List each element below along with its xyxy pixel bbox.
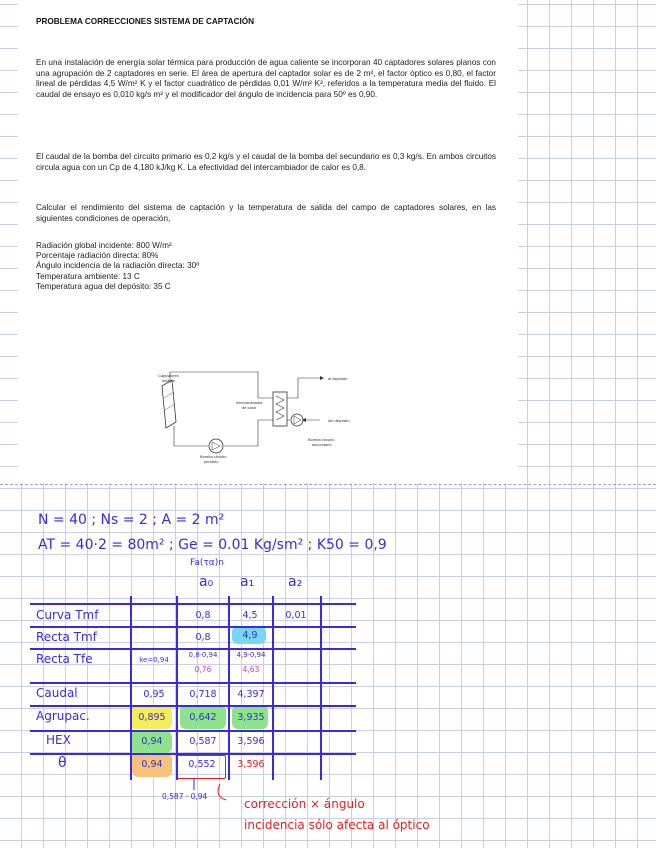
row-label-hex: HEX	[46, 733, 71, 747]
cell-theta-a1: 3,596	[237, 759, 265, 770]
paragraph-1: En una instalación de energía solar térmica para producción de agua caliente se incorporan 40 captadores solares planos con una agrupación de 2 captadores en serie. El área de apertura del captador solar es de 2 m², el factor óptico es 0,80, el factor lineal de pérdidas 4,5 W/m² K y el factor cuadrático de pérdidas 0,01 W/m² K², referidos a la temperatura media del fluido. El caudal de ensayo es 0,010 kg/s m² y el modificador del ángulo de incidencia para 50º es 0,90.	[36, 58, 496, 99]
label-de-calor: de calor	[242, 405, 257, 410]
collector-icon	[162, 380, 176, 428]
cell-hex-a0: 0,587	[189, 736, 217, 747]
label-al-deposito: al depósito	[328, 376, 348, 381]
cell-curva-a1: 4,5	[242, 610, 258, 621]
condition-radiation: Radiación global incidente: 800 W/m²	[36, 241, 172, 250]
calc-annotation: 0,587 · 0,94	[162, 792, 208, 801]
col-header-a1: a₁	[240, 574, 255, 590]
cell-recta-tfe-a1-calc: 4,9·0,94	[236, 651, 266, 659]
row-label-caudal: Caudal	[36, 686, 78, 700]
condition-tank: Temperatura agua del depósito: 35 C	[36, 281, 171, 291]
note-red-1: corrección × ángulo	[244, 797, 365, 811]
note-line-2: AT = 40·2 = 80m² ; Ge = 0.01 Kg/sm² ; K50 = 0,9	[38, 537, 387, 553]
note-red-2: incidencia sólo afecta al óptico	[244, 818, 430, 832]
page-separator	[0, 484, 656, 485]
cell-recta-tfe-a1: 4,63	[242, 665, 260, 674]
label-captadores: Captadores	[158, 373, 179, 378]
label-bomba-primario: Bomba circuito	[200, 454, 227, 459]
label-solares: solares	[162, 378, 175, 383]
cell-recta-tmf-a1: 4,9	[242, 630, 258, 641]
problem-page	[18, 0, 518, 483]
cell-recta-tfe-a0: 0,76	[194, 665, 212, 674]
cell-recta-tfe-factor: ke=0,94	[139, 656, 169, 664]
cell-curva-a2: 0,01	[285, 610, 307, 621]
label-del-deposito: del depósito	[328, 418, 350, 423]
problem-title: PROBLEMA CORRECCIONES SISTEMA DE CAPTACIÓN	[36, 17, 255, 26]
cell-caudal-a1: 4,397	[237, 689, 265, 700]
pump-primary-icon	[209, 439, 223, 453]
row-label-recta-tmf: Recta Tmf	[36, 630, 97, 644]
label-bomba-secundario: Bomba circuito	[308, 437, 335, 442]
cell-recta-tfe-a0-calc: 0,8·0,94	[188, 651, 218, 659]
col-header-a2: a₂	[288, 574, 303, 590]
calc-arrow	[180, 776, 240, 806]
cell-theta-factor: 0,94	[141, 759, 163, 770]
condition-direct: Porcentaje radiación directa: 80%	[36, 251, 159, 261]
cell-curva-a0: 0,8	[195, 610, 211, 621]
paragraph-2: El caudal de la bomba del circuito primario es 0,2 kg/s y el caudal de la bomba del secundario es 0,3 kg/s. En ambos circuitos circula agua con un Cp de 4,180 kJ/kg K. La efectividad del intercambiador de calor es 0,8.	[36, 152, 496, 172]
cell-theta-a0: 0,552	[188, 759, 216, 770]
cell-hex-a1: 3,596	[237, 736, 265, 747]
condition-ambient: Temperatura ambiente: 13 C	[36, 271, 140, 281]
conditions-list	[36, 241, 199, 292]
cell-agrupac-factor: 0,895	[138, 712, 166, 723]
row-label-theta: θ	[58, 755, 67, 771]
note-line-1: N = 40 ; Ns = 2 ; A = 2 m²	[38, 512, 225, 528]
row-label-recta-tfe: Recta Tfe	[36, 652, 93, 666]
cell-agrupac-a0: 0,642	[189, 712, 217, 723]
cell-caudal-factor: 0,95	[143, 689, 165, 700]
label-secundario: secundario	[312, 442, 332, 447]
cell-agrupac-a1: 3,935	[237, 712, 265, 723]
system-diagram	[148, 368, 388, 464]
col-header-a0: a₀	[199, 574, 214, 590]
cell-hex-factor: 0,94	[141, 736, 163, 747]
heat-exchanger-icon	[273, 392, 287, 426]
row-label-agrupac: Agrupac.	[36, 709, 90, 723]
label-intercambiador: Intercambiador	[236, 400, 263, 405]
note-fa-label: Fa(τα)n	[190, 558, 224, 568]
label-primario: primario	[204, 459, 219, 464]
condition-angle: Ángulo incidencia de la radiación directa: 30º	[36, 261, 200, 271]
cell-caudal-a0: 0,718	[189, 689, 217, 700]
paragraph-3: Calcular el rendimiento del sistema de captación y la temperatura de salida del campo de captadores solares, en las siguientes condiciones de operación,	[36, 203, 496, 223]
cell-recta-tmf-a0: 0,8	[195, 632, 211, 643]
row-label-curva: Curva Tmf	[36, 608, 99, 622]
